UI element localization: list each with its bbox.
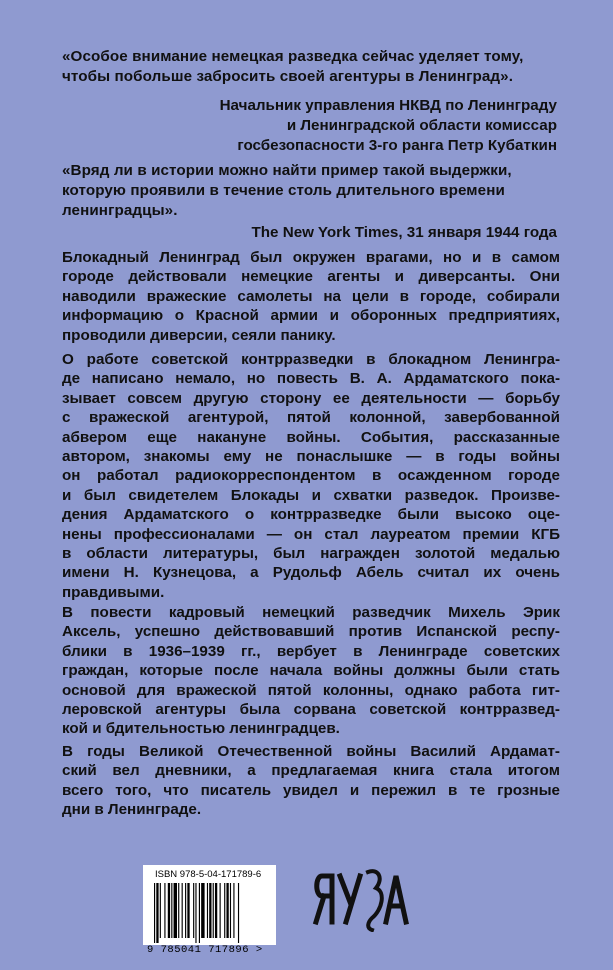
paragraph-line: проводили диверсии, сеяли панику. xyxy=(62,326,336,344)
paragraph-line: всего того, что писатель увидел и пережил в те грозные xyxy=(62,781,560,799)
quote-1-line: «Особое внимание немецкая разведка сейчас уделяет тому, xyxy=(62,48,524,65)
barcode-icon xyxy=(152,883,270,943)
barcode-digits: 9 785041 717896 > xyxy=(147,944,263,956)
attribution-line: и Ленинградской области комиссар xyxy=(286,117,557,134)
paragraph-line: блики в 1936–1939 гг., вербует в Ленинграде советских xyxy=(62,642,560,660)
paragraph-line: зывает совсем другую сторону ее деятельности — борьбу xyxy=(62,389,560,407)
paragraph-line: Блокадный Ленинград был окружен врагами, но и в самом xyxy=(62,249,560,266)
yauza-logo-icon xyxy=(312,862,412,932)
barcode-bar xyxy=(195,883,196,943)
quote-1 xyxy=(62,47,558,87)
barcode-bar xyxy=(230,883,231,938)
paragraph-line: абвером еще накануне войны. События, рассказанные xyxy=(62,428,560,446)
quote-1-attribution xyxy=(87,96,557,156)
paragraph-line: дни в Ленинграде. xyxy=(62,801,202,819)
barcode-bar xyxy=(215,883,217,938)
barcode-bar xyxy=(160,883,161,938)
paragraph-line: и был свидетелем Блокады и схватки разведок. Произве- xyxy=(62,486,560,504)
paragraph-line: нены профессионалами — он стал лауреатом премии КГБ xyxy=(62,525,560,543)
barcode-bar xyxy=(168,883,170,938)
paragraph-line: В годы Великой Отечественной войны Василий Ардамат- xyxy=(62,743,560,760)
paragraph-line: основой для вражеской пятой колонны, однако работа гит- xyxy=(62,681,560,699)
paragraph-line: имени Н. Кузнецова, а Рудольф Абель считал их очень xyxy=(62,564,560,582)
barcode-bar xyxy=(220,883,221,938)
paragraph-line: дения Ардаматского о контрразведке были высоко оце- xyxy=(62,506,560,524)
barcode-bar xyxy=(174,883,177,938)
paragraph-line: наводили вражеские самолеты на цели в городе, собирали xyxy=(62,287,560,305)
barcode-bar xyxy=(193,883,194,938)
paragraph-line: информацию о Красной армии и оборонных предприятиях, xyxy=(62,307,560,325)
barcode-bar xyxy=(187,883,189,938)
paragraph-line: он работал радиокорреспондентом в осажденном городе xyxy=(62,467,560,485)
paragraph-line: с вражеской агентурой, пятой колонной, завербованной xyxy=(62,409,560,427)
barcode-bar xyxy=(182,883,183,938)
paragraph-line: де написано немало, но повесть В. А. Ардаматского пока- xyxy=(62,370,560,388)
attribution-line: госбезопасности 3-го ранга Петр Кубаткин xyxy=(237,137,557,154)
isbn-label: ISBN 978-5-04-171789-6 xyxy=(155,869,262,880)
paragraph-line: в области литературы, был награжден золотой медалью xyxy=(62,545,560,563)
paragraph-4 xyxy=(62,742,560,820)
barcode-bar xyxy=(207,883,208,938)
barcode-bar xyxy=(226,883,228,938)
paragraph-3 xyxy=(62,603,560,739)
barcode-bar xyxy=(224,883,225,938)
paragraph-1 xyxy=(62,248,560,345)
attribution-line: Начальник управления НКВД по Ленинграду xyxy=(219,97,557,114)
barcode-bar xyxy=(156,883,158,943)
paragraph-line: леровской агентуры была сорвана советской контрразвед- xyxy=(62,701,560,719)
barcode-bar xyxy=(233,883,234,938)
paragraph-line: О работе советской контрразведки в блокадном Ленингра- xyxy=(62,351,560,368)
paragraph-line: граждан, которые после начала войны должны были стать xyxy=(62,662,560,680)
quote-2-line: «Вряд ли в истории можно найти пример такой выдержки, xyxy=(62,162,512,179)
paragraph-line: ский вел дневники, а предлагаемая книга стала итогом xyxy=(62,762,560,780)
quote-2-attribution: The New York Times, 31 января 1944 года xyxy=(251,224,557,241)
barcode-bar xyxy=(213,883,214,938)
barcode-bar xyxy=(209,883,211,938)
quote-1-line: чтобы побольше забросить своей агентуры в Ленинград». xyxy=(62,68,514,85)
paragraph-line: В повести кадровый немецкий разведчик Михель Эрик xyxy=(62,604,560,621)
barcode-bar xyxy=(199,883,200,943)
barcode-bar xyxy=(238,883,239,943)
paragraph-line: городе действовали немецкие агенты и диверсанты. Они xyxy=(62,268,560,286)
paragraph-line: автором, знакомы ему не понаслышке — в годы войны xyxy=(62,448,560,466)
paragraph-line: Аксель, успешно действовавший против Испанской респу- xyxy=(62,623,560,641)
barcode-bar xyxy=(201,883,204,938)
barcode-bar xyxy=(185,883,186,938)
quote-2-line: ленинградцы». xyxy=(62,202,178,219)
quote-2 xyxy=(62,161,558,221)
paragraph-2 xyxy=(62,350,560,602)
barcode-bar xyxy=(171,883,172,938)
quote-2-line: которую проявили в течение столь длительного времени xyxy=(62,182,505,199)
paragraph-line: правдивыми. xyxy=(62,583,165,601)
barcode-bar xyxy=(178,883,179,938)
barcode-bar xyxy=(154,883,155,943)
paragraph-line: кой и бдительностью ленинградцев. xyxy=(62,720,340,738)
barcode-bar xyxy=(164,883,165,938)
